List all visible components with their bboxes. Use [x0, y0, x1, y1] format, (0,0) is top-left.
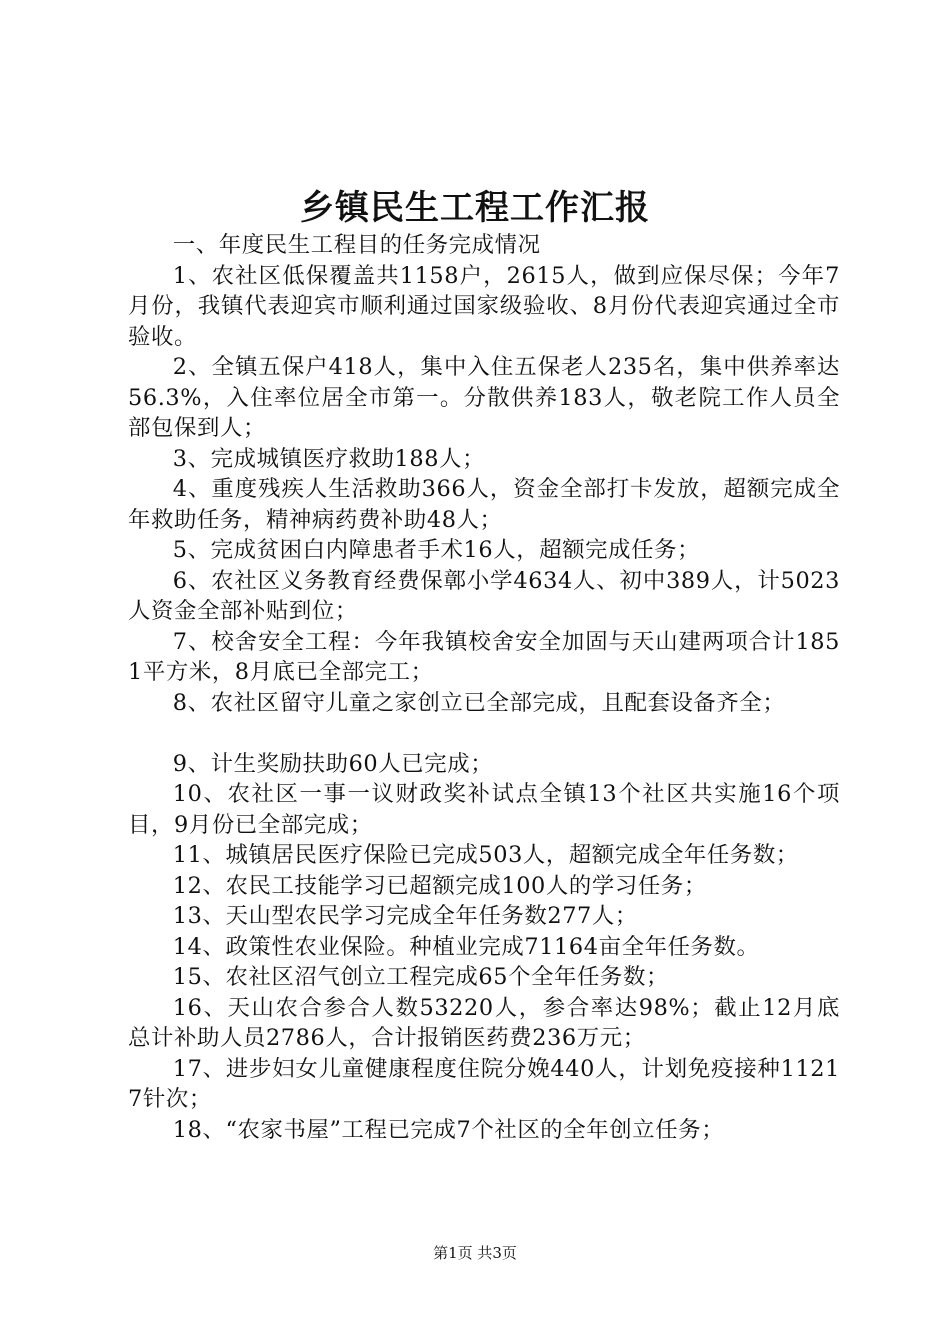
list-item-15: 15、农社区沼气创立工程完成65个全年任务数；: [172, 964, 670, 990]
page-number-footer: 第1页 共3页: [433, 1244, 517, 1262]
list-item-16: 16、天山农合参合人数53220人，参合率达98%；截止12月底总计补助人员2786人，合计报销医药费236万元；: [128, 994, 840, 1051]
list-item-14: 14、政策性农业保险。种植业完成71164亩全年任务数。: [172, 933, 760, 960]
list-item-4: 4、重度残疾人生活救助366人，资金全部打卡发放，超额完成全年救助任务，精神病药费补助48人；: [128, 476, 840, 533]
list-item-1: 1、农社区低保覆盖共1158户，2615人，做到应保尽保；今年7月份，我镇代表迎宾市顺利通过国家级验收、8月份代表迎宾通过全市验收。: [128, 262, 840, 350]
list-item-3: 3、完成城镇医疗救助188人；: [172, 445, 486, 472]
list-item-12: 12、农民工技能学习已超额完成100人的学习任务；: [172, 872, 707, 899]
section-heading: 一、年度民生工程目的任务完成情况: [172, 232, 541, 258]
list-item-5: 5、完成贫困白内障患者手术16人，超额完成任务；: [172, 537, 701, 563]
list-item-7: 7、校舍安全工程：今年我镇校舍安全加固与天山建两项合计1851平方米，8月底已全部完工；: [128, 628, 840, 685]
list-item-9: 9、计生奖励扶助60人已完成；: [172, 750, 494, 777]
list-item-6: 6、农社区义务教育经费保鄣小学4634人、初中389人，计5023人资金全部补贴到位；: [128, 567, 840, 624]
blank-line: [128, 718, 840, 749]
list-item-2: 2、全镇五保户418人，集中入住五保老人235名，集中供养率达56.3%，入住率位居全市第一。分散供养183人，敬老院工作人员全部包保到人；: [128, 354, 840, 441]
list-item-10: 10、农社区一事一议财政奖补试点全镇13个社区共实施16个项目，9月份已全部完成；: [128, 781, 840, 838]
document-body: [128, 230, 840, 1145]
list-item-18: 18、“农家书屋”工程已完成7个社区的全年创立任务；: [172, 1116, 725, 1143]
list-item-8: 8、农社区留守儿童之家创立已全部完成，且配套设备齐全；: [172, 689, 786, 716]
document-title: 乡镇民生工程工作汇报: [300, 188, 650, 228]
list-item-11: 11、城镇居民医疗保险已完成503人，超额完成全年任务数；: [172, 842, 799, 868]
list-item-17: 17、进步妇女儿童健康程度住院分娩440人，计划免疫接种11217针次；: [128, 1055, 840, 1112]
list-item-13: 13、天山型农民学习完成全年任务数277人；: [172, 903, 638, 929]
